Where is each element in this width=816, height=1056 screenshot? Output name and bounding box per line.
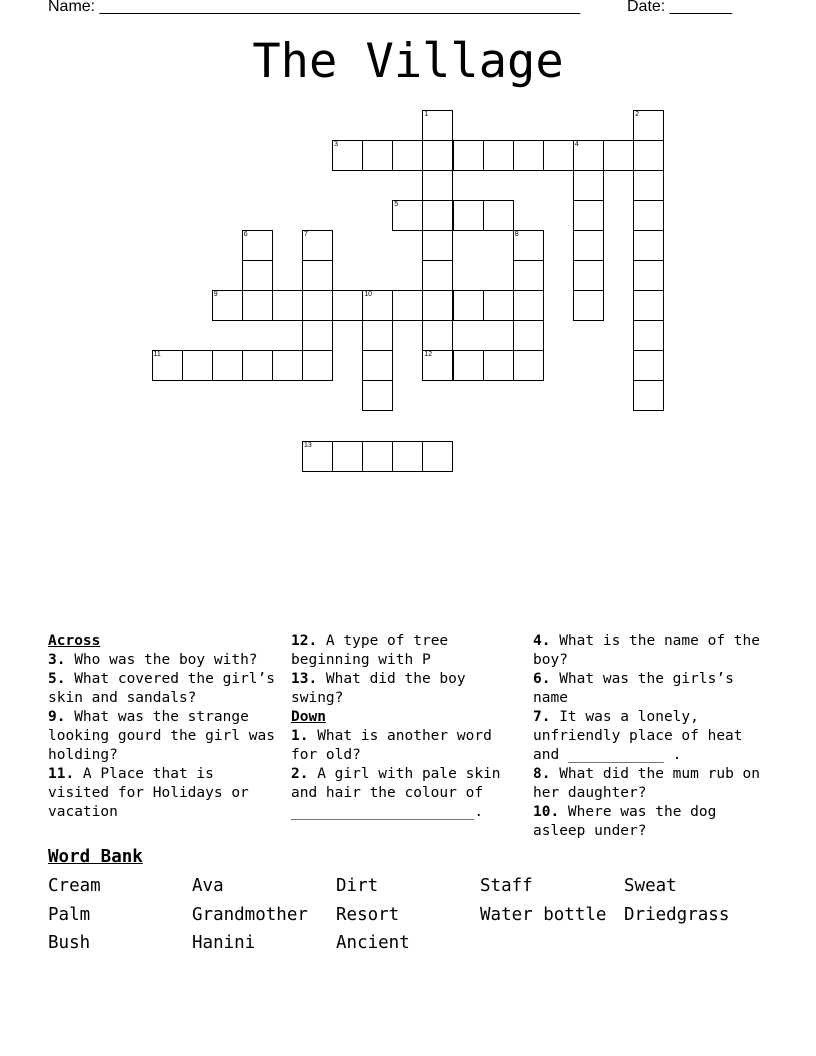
crossword-cell[interactable] <box>302 441 333 472</box>
crossword-cell[interactable] <box>483 200 514 231</box>
word-bank-item: Bush <box>48 933 91 953</box>
clue-down-4: 4. What is the name of the boy? <box>533 633 760 668</box>
down-heading: Down <box>291 709 326 725</box>
clue-number: 5 <box>394 200 399 208</box>
crossword-cell[interactable] <box>302 230 333 261</box>
crossword-cell[interactable] <box>513 350 544 381</box>
crossword-cell[interactable] <box>212 290 243 321</box>
crossword-cell[interactable] <box>302 290 333 321</box>
clue-number: 7 <box>304 230 308 238</box>
name-field-label: Name: ______________________________________________________ <box>48 0 581 15</box>
crossword-cell[interactable] <box>422 350 453 381</box>
clue-across-3: 3. Who was the boy with? <box>48 652 258 668</box>
crossword-cell[interactable] <box>483 290 514 321</box>
crossword-cell[interactable] <box>513 230 544 261</box>
clue-number: 13 <box>304 441 312 449</box>
clues-column-2 <box>291 632 516 822</box>
crossword-cell[interactable] <box>182 350 213 381</box>
crossword-cell[interactable] <box>362 350 393 381</box>
word-bank-item: Hanini <box>192 933 256 953</box>
clue-number: 11 <box>153 351 161 359</box>
clue-number: 3 <box>334 140 338 148</box>
crossword-cell[interactable] <box>332 140 363 171</box>
crossword-cell[interactable] <box>242 230 273 261</box>
crossword-cell[interactable] <box>362 140 393 171</box>
crossword-cell[interactable] <box>453 140 484 171</box>
word-bank-item: Driedgrass <box>624 905 730 925</box>
crossword-cell[interactable] <box>633 260 664 291</box>
word-bank-item: Dirt <box>336 876 379 896</box>
clue-number: 8 <box>514 230 519 238</box>
crossword-cell[interactable] <box>513 320 544 351</box>
date-field-label: Date: _______ <box>627 0 732 15</box>
crossword-cell[interactable] <box>633 200 664 231</box>
clue-number: 9 <box>213 291 218 299</box>
crossword-cell[interactable] <box>332 290 363 321</box>
crossword-cell[interactable] <box>422 290 453 321</box>
crossword-cell[interactable] <box>633 350 664 381</box>
clues-column-1 <box>48 632 280 822</box>
crossword-cell[interactable] <box>513 260 544 291</box>
clue-across-9: 9. What was the strange looking gourd the girl was holding? <box>48 709 275 763</box>
crossword-cell[interactable] <box>362 320 393 351</box>
clue-across-5: 5. What covered the girl’s skin and sandals? <box>48 671 275 706</box>
crossword-cell[interactable] <box>392 140 423 171</box>
crossword-cell[interactable] <box>422 140 453 171</box>
clue-number: 12 <box>424 351 433 359</box>
crossword-cell[interactable] <box>633 320 664 351</box>
crossword-cell[interactable] <box>422 200 453 231</box>
crossword-cell[interactable] <box>302 350 333 381</box>
crossword-cell[interactable] <box>392 290 423 321</box>
crossword-cell[interactable] <box>422 441 453 472</box>
crossword-cell[interactable] <box>302 260 333 291</box>
crossword-cell[interactable] <box>513 140 544 171</box>
crossword-cell[interactable] <box>302 320 333 351</box>
crossword-cell[interactable] <box>242 290 273 321</box>
crossword-cell[interactable] <box>483 140 514 171</box>
crossword-cell[interactable] <box>212 350 243 381</box>
crossword-cell[interactable] <box>272 350 303 381</box>
crossword-cell[interactable] <box>573 260 604 291</box>
word-bank-title: Word Bank <box>48 847 143 867</box>
across-heading: Across <box>48 633 101 649</box>
crossword-cell[interactable] <box>422 260 453 291</box>
crossword-cell[interactable] <box>362 380 393 411</box>
crossword-grid <box>0 0 816 480</box>
clue-number: 2 <box>635 110 639 118</box>
crossword-cell[interactable] <box>633 230 664 261</box>
crossword-cell[interactable] <box>633 290 664 321</box>
word-bank-item: Water bottle <box>480 905 607 925</box>
clue-number: 4 <box>574 140 579 148</box>
clue-down-7: 7. It was a lonely, unfriendly place of heat and ___________ . <box>533 709 743 763</box>
clue-down-6: 6. What was the girls’s name <box>533 671 734 706</box>
crossword-cell[interactable] <box>633 140 664 171</box>
crossword-cell[interactable] <box>573 140 604 171</box>
crossword-cell[interactable] <box>422 230 453 261</box>
clues-column-3 <box>533 632 768 841</box>
crossword-cell[interactable] <box>422 170 453 201</box>
crossword-cell[interactable] <box>453 350 484 381</box>
clue-down-1: 1. What is another word for old? <box>291 728 492 763</box>
crossword-cell[interactable] <box>633 380 664 411</box>
crossword-cell[interactable] <box>392 200 423 231</box>
clue-across-11: 11. A Place that is visited for Holidays or vacation <box>48 766 249 820</box>
crossword-cell[interactable] <box>152 350 183 381</box>
clue-down-8: 8. What did the mum rub on her daughter? <box>533 766 760 801</box>
crossword-cell[interactable] <box>362 290 393 321</box>
word-bank-item: Cream <box>48 876 101 896</box>
crossword-cell[interactable] <box>633 110 664 141</box>
crossword-cell[interactable] <box>392 441 423 472</box>
crossword-cell[interactable] <box>272 290 303 321</box>
word-bank-item: Grandmother <box>192 905 308 925</box>
word-bank-item: Ava <box>192 876 224 896</box>
clue-across-12: 12. A type of tree beginning with P <box>291 633 449 668</box>
crossword-cell[interactable] <box>543 140 574 171</box>
crossword-cell[interactable] <box>603 140 634 171</box>
crossword-cell[interactable] <box>242 350 273 381</box>
crossword-cell[interactable] <box>573 200 604 231</box>
clue-down-2: 2. A girl with pale skin and hair the colour of _____________________. <box>291 766 501 820</box>
word-bank-item: Sweat <box>624 876 677 896</box>
crossword-cell[interactable] <box>362 441 393 472</box>
crossword-cell[interactable] <box>242 260 273 291</box>
crossword-cell[interactable] <box>513 290 544 321</box>
crossword-cell[interactable] <box>573 170 604 201</box>
word-bank-item: Ancient <box>336 933 410 953</box>
crossword-cell[interactable] <box>422 110 453 141</box>
clue-number: 1 <box>424 110 429 118</box>
clue-across-13: 13. What did the boy swing? <box>291 671 466 706</box>
clue-down-10: 10. Where was the dog asleep under? <box>533 804 717 839</box>
crossword-cell[interactable] <box>453 200 484 231</box>
crossword-cell[interactable] <box>483 350 514 381</box>
crossword-cell[interactable] <box>633 170 664 201</box>
crossword-cell[interactable] <box>422 320 453 351</box>
page-title: The Village <box>252 34 564 89</box>
clue-number: 6 <box>243 230 248 238</box>
crossword-cell[interactable] <box>573 230 604 261</box>
word-bank-item: Staff <box>480 876 533 896</box>
word-bank-item: Resort <box>336 905 400 925</box>
crossword-cell[interactable] <box>332 441 363 472</box>
crossword-cell[interactable] <box>573 290 604 321</box>
crossword-cell[interactable] <box>453 290 484 321</box>
word-bank-item: Palm <box>48 905 91 925</box>
clue-number: 10 <box>364 291 372 299</box>
